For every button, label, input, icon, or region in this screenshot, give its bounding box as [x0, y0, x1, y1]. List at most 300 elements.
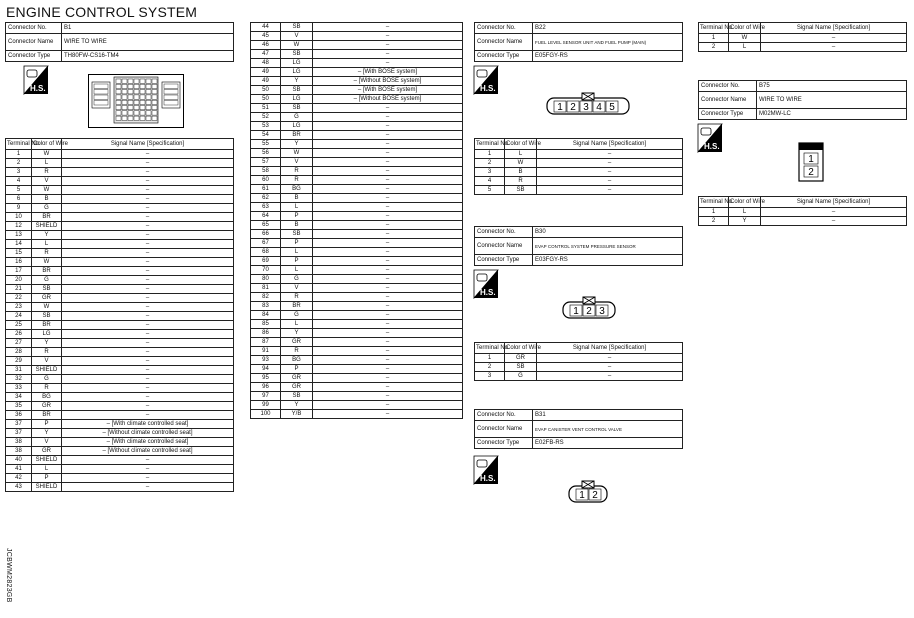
- signal-cell: – [Without climate controlled seat]: [62, 429, 234, 438]
- table-row: [251, 86, 463, 95]
- terminal-cell: 2: [6, 159, 32, 168]
- table-row: [251, 356, 463, 365]
- header-terminal: Terminal No.: [475, 343, 505, 354]
- terminal-cell: 42: [6, 474, 32, 483]
- terminal-cell: 5: [6, 186, 32, 195]
- color-cell: R: [32, 249, 62, 258]
- terminal-cell: 29: [6, 357, 32, 366]
- terminal-cell: 49: [251, 68, 281, 77]
- table-row: [475, 159, 683, 168]
- terminal-cell: 23: [6, 303, 32, 312]
- color-cell: BR: [32, 267, 62, 276]
- color-cell: SB: [281, 392, 313, 401]
- terminal-cell: 46: [251, 41, 281, 50]
- table-row: [6, 276, 234, 285]
- terminal-cell: 25: [6, 321, 32, 330]
- color-cell: G: [505, 372, 537, 381]
- terminal-cell: 49: [251, 77, 281, 86]
- table-row: [6, 231, 234, 240]
- b75-connector-no: B75: [757, 81, 907, 92]
- table-row: [6, 384, 234, 393]
- signal-cell: –: [537, 186, 683, 195]
- b22-connector-type: E05FGY-RS: [533, 51, 683, 62]
- terminal-cell: 3: [6, 168, 32, 177]
- color-cell: R: [32, 168, 62, 177]
- table-row: [6, 150, 234, 159]
- terminal-cell: 38: [6, 438, 32, 447]
- table-row: [251, 23, 463, 32]
- label-connector-name: Connector Name: [475, 421, 533, 438]
- signal-cell: –: [62, 231, 234, 240]
- table-row: [6, 294, 234, 303]
- table-row: [6, 411, 234, 420]
- color-cell: Y/B: [281, 410, 313, 419]
- color-cell: R: [32, 348, 62, 357]
- signal-cell: –: [313, 185, 463, 194]
- signal-cell: –: [313, 32, 463, 41]
- color-cell: R: [281, 347, 313, 356]
- color-cell: GR: [32, 447, 62, 456]
- table-row: [251, 257, 463, 266]
- color-cell: SB: [281, 104, 313, 113]
- signal-cell: –: [313, 239, 463, 248]
- signal-cell: –: [313, 194, 463, 203]
- label-connector-name: Connector Name: [6, 34, 62, 51]
- terminal-cell: 68: [251, 248, 281, 257]
- signal-cell: –: [313, 284, 463, 293]
- table-row: [6, 204, 234, 213]
- signal-cell: –: [62, 213, 234, 222]
- color-cell: SHIELD: [32, 483, 62, 492]
- terminal-cell: 15: [6, 249, 32, 258]
- table-row: [475, 186, 683, 195]
- signal-cell: –: [62, 195, 234, 204]
- terminal-cell: 28: [6, 348, 32, 357]
- pin-label: 3: [583, 102, 589, 113]
- table-row: [699, 217, 907, 226]
- harness-side-icon: [474, 270, 498, 298]
- table-row: [251, 410, 463, 419]
- signal-cell: –: [62, 375, 234, 384]
- color-cell: R: [281, 176, 313, 185]
- color-cell: V: [32, 177, 62, 186]
- hs-label: H.S.: [480, 84, 496, 93]
- color-cell: Y: [32, 339, 62, 348]
- signal-cell: –: [313, 275, 463, 284]
- signal-cell: – [Without climate controlled seat]: [62, 447, 234, 456]
- table-row: [251, 311, 463, 320]
- b31-connector-name: EVAP CANISTER VENT CONTROL VALVE: [533, 421, 683, 438]
- table-row: [251, 131, 463, 140]
- table-row: [251, 230, 463, 239]
- signal-cell: –: [62, 240, 234, 249]
- terminal-cell: 65: [251, 221, 281, 230]
- color-cell: SB: [32, 312, 62, 321]
- table-row: [6, 366, 234, 375]
- terminal-cell: 99: [251, 401, 281, 410]
- label-connector-type: Connector Type: [475, 438, 533, 449]
- hs-label: H.S.: [704, 142, 720, 151]
- color-cell: B: [281, 221, 313, 230]
- color-cell: V: [281, 32, 313, 41]
- color-cell: L: [505, 150, 537, 159]
- signal-cell: –: [313, 311, 463, 320]
- label-connector-type: Connector Type: [475, 255, 533, 266]
- b75-terminal-table: [698, 196, 907, 226]
- signal-cell: –: [761, 208, 907, 217]
- terminal-cell: 67: [251, 239, 281, 248]
- terminal-cell: 2: [699, 43, 729, 52]
- signal-cell: –: [62, 402, 234, 411]
- signal-cell: –: [313, 257, 463, 266]
- terminal-cell: 21: [6, 285, 32, 294]
- b30-terminal-table: [474, 342, 683, 381]
- terminal-cell: 50: [251, 95, 281, 104]
- signal-cell: –: [313, 176, 463, 185]
- signal-cell: –: [313, 203, 463, 212]
- terminal-cell: 58: [251, 167, 281, 176]
- b22-terminal-table: [474, 138, 683, 195]
- terminal-cell: 86: [251, 329, 281, 338]
- signal-cell: – [With climate controlled seat]: [62, 420, 234, 429]
- color-cell: SB: [281, 230, 313, 239]
- table-row: [6, 258, 234, 267]
- color-cell: L: [32, 240, 62, 249]
- table-row: [475, 363, 683, 372]
- signal-cell: –: [313, 122, 463, 131]
- color-cell: G: [32, 204, 62, 213]
- color-cell: LG: [32, 330, 62, 339]
- signal-cell: –: [761, 43, 907, 52]
- terminal-cell: 97: [251, 392, 281, 401]
- table-row: [251, 302, 463, 311]
- color-cell: W: [281, 149, 313, 158]
- color-cell: Y: [32, 231, 62, 240]
- signal-cell: –: [62, 285, 234, 294]
- signal-cell: –: [62, 303, 234, 312]
- b22-connector-name: FUEL LEVEL SENSOR UNIT AND FUEL PUMP (MAIN): [533, 34, 683, 51]
- terminal-cell: 93: [251, 356, 281, 365]
- signal-cell: –: [62, 465, 234, 474]
- signal-cell: –: [313, 392, 463, 401]
- pin-label: 4: [596, 102, 602, 113]
- color-cell: Y: [281, 140, 313, 149]
- table-row: [251, 374, 463, 383]
- signal-cell: –: [62, 330, 234, 339]
- signal-cell: –: [62, 456, 234, 465]
- table-row: [475, 150, 683, 159]
- terminal-cell: 91: [251, 347, 281, 356]
- signal-cell: –: [313, 50, 463, 59]
- pin-label: 1: [557, 102, 563, 113]
- terminal-cell: 52: [251, 113, 281, 122]
- color-cell: GR: [32, 402, 62, 411]
- signal-cell: – [With BOSE system]: [313, 68, 463, 77]
- table-row: [6, 267, 234, 276]
- b30-connector-no: B30: [533, 227, 683, 238]
- color-cell: L: [281, 203, 313, 212]
- color-cell: P: [32, 474, 62, 483]
- signal-cell: –: [62, 186, 234, 195]
- table-row: [6, 456, 234, 465]
- table-row: [6, 222, 234, 231]
- signal-cell: –: [313, 230, 463, 239]
- terminal-cell: 33: [6, 384, 32, 393]
- terminal-cell: 54: [251, 131, 281, 140]
- signal-cell: –: [537, 159, 683, 168]
- table-row: [6, 285, 234, 294]
- page-title: ENGINE CONTROL SYSTEM: [6, 4, 198, 20]
- b1-connector-info: [5, 22, 234, 62]
- terminal-cell: 17: [6, 267, 32, 276]
- terminal-cell: 82: [251, 293, 281, 302]
- color-cell: R: [32, 384, 62, 393]
- color-cell: BR: [32, 411, 62, 420]
- b31-terminal-table: [698, 22, 907, 52]
- color-cell: V: [281, 158, 313, 167]
- table-row: [251, 383, 463, 392]
- color-cell: R: [281, 293, 313, 302]
- signal-cell: –: [761, 217, 907, 226]
- table-row: [251, 365, 463, 374]
- terminal-cell: 1: [6, 150, 32, 159]
- table-row: [475, 354, 683, 363]
- signal-cell: –: [62, 150, 234, 159]
- signal-cell: –: [537, 372, 683, 381]
- signal-cell: –: [313, 383, 463, 392]
- color-cell: W: [729, 34, 761, 43]
- terminal-cell: 84: [251, 311, 281, 320]
- color-cell: G: [32, 375, 62, 384]
- signal-cell: –: [62, 177, 234, 186]
- signal-cell: –: [313, 23, 463, 32]
- terminal-cell: 35: [6, 402, 32, 411]
- table-row: [251, 176, 463, 185]
- color-cell: GR: [505, 354, 537, 363]
- table-row: [699, 43, 907, 52]
- color-cell: BG: [281, 185, 313, 194]
- signal-cell: –: [62, 312, 234, 321]
- signal-cell: –: [313, 365, 463, 374]
- color-cell: BR: [32, 321, 62, 330]
- document-id: JCBWM2823GB: [5, 548, 12, 603]
- b75-connector-info: [698, 80, 907, 120]
- header-terminal: Terminal No.: [475, 139, 505, 150]
- signal-cell: –: [62, 159, 234, 168]
- terminal-cell: 100: [251, 410, 281, 419]
- color-cell: BR: [281, 302, 313, 311]
- table-row: [251, 185, 463, 194]
- color-cell: SHIELD: [32, 456, 62, 465]
- terminal-cell: 95: [251, 374, 281, 383]
- table-row: [251, 122, 463, 131]
- color-cell: SHIELD: [32, 366, 62, 375]
- signal-cell: –: [62, 339, 234, 348]
- color-cell: SB: [505, 186, 537, 195]
- signal-cell: –: [62, 474, 234, 483]
- signal-cell: –: [313, 329, 463, 338]
- terminal-cell: 96: [251, 383, 281, 392]
- table-row: [251, 149, 463, 158]
- terminal-cell: 20: [6, 276, 32, 285]
- terminal-cell: 62: [251, 194, 281, 203]
- table-row: [6, 249, 234, 258]
- color-cell: SB: [281, 23, 313, 32]
- table-row: [6, 483, 234, 492]
- terminal-cell: 51: [251, 104, 281, 113]
- color-cell: Y: [32, 429, 62, 438]
- table-row: [475, 372, 683, 381]
- color-cell: W: [32, 150, 62, 159]
- b22-connector-no: B22: [533, 23, 683, 34]
- color-cell: G: [281, 311, 313, 320]
- signal-cell: –: [313, 302, 463, 311]
- terminal-cell: 9: [6, 204, 32, 213]
- signal-cell: –: [62, 294, 234, 303]
- signal-cell: –: [313, 266, 463, 275]
- terminal-cell: 2: [699, 217, 729, 226]
- terminal-cell: 94: [251, 365, 281, 374]
- harness-side-icon: [24, 66, 48, 94]
- color-cell: V: [32, 357, 62, 366]
- signal-cell: –: [62, 483, 234, 492]
- signal-cell: –: [62, 366, 234, 375]
- header-color: Color of Wire: [729, 197, 761, 208]
- label-connector-no: Connector No.: [6, 23, 62, 34]
- signal-cell: –: [313, 41, 463, 50]
- b30-connector-type: E03FGY-RS: [533, 255, 683, 266]
- label-connector-type: Connector Type: [699, 109, 757, 120]
- terminal-cell: 1: [475, 150, 505, 159]
- terminal-cell: 6: [6, 195, 32, 204]
- terminal-cell: 14: [6, 240, 32, 249]
- label-connector-name: Connector Name: [475, 238, 533, 255]
- color-cell: W: [32, 258, 62, 267]
- signal-cell: –: [313, 401, 463, 410]
- color-cell: LG: [281, 122, 313, 131]
- color-cell: Y: [281, 77, 313, 86]
- table-row: [251, 338, 463, 347]
- label-connector-type: Connector Type: [475, 51, 533, 62]
- color-cell: G: [281, 275, 313, 284]
- color-cell: L: [729, 43, 761, 52]
- header-signal: Signal Name [Specification]: [62, 139, 234, 150]
- table-row: [251, 392, 463, 401]
- color-cell: W: [32, 186, 62, 195]
- signal-cell: –: [313, 59, 463, 68]
- b30-connector-name: EVAP CONTROL SYSTEM PRESSURE SENSOR: [533, 238, 683, 255]
- label-connector-no: Connector No.: [475, 23, 533, 34]
- terminal-cell: 16: [6, 258, 32, 267]
- table-row: [251, 248, 463, 257]
- terminal-cell: 26: [6, 330, 32, 339]
- color-cell: L: [729, 208, 761, 217]
- terminal-cell: 27: [6, 339, 32, 348]
- table-row: [251, 158, 463, 167]
- color-cell: Y: [281, 329, 313, 338]
- header-terminal: Terminal No.: [699, 23, 729, 34]
- header-signal: Signal Name [Specification]: [761, 23, 907, 34]
- color-cell: L: [281, 248, 313, 257]
- color-cell: W: [32, 303, 62, 312]
- color-cell: Y: [281, 401, 313, 410]
- terminal-cell: 32: [6, 375, 32, 384]
- table-row: [6, 420, 234, 429]
- color-cell: W: [281, 41, 313, 50]
- hs-label: H.S.: [30, 84, 46, 93]
- terminal-cell: 2: [475, 159, 505, 168]
- terminal-cell: 4: [475, 177, 505, 186]
- signal-cell: –: [62, 276, 234, 285]
- signal-cell: –: [62, 258, 234, 267]
- table-row: [475, 168, 683, 177]
- terminal-cell: 47: [251, 50, 281, 59]
- signal-cell: –: [313, 149, 463, 158]
- table-row: [251, 212, 463, 221]
- terminal-cell: 45: [251, 32, 281, 41]
- color-cell: LG: [281, 59, 313, 68]
- terminal-cell: 37: [6, 429, 32, 438]
- color-cell: P: [281, 365, 313, 374]
- color-cell: B: [281, 194, 313, 203]
- signal-cell: – [Without BOSE system]: [313, 77, 463, 86]
- terminal-cell: 44: [251, 23, 281, 32]
- terminal-cell: 37: [6, 420, 32, 429]
- terminal-cell: 61: [251, 185, 281, 194]
- b1-connector-name: WIRE TO WIRE: [62, 34, 234, 51]
- pin-label: 3: [599, 306, 605, 317]
- color-cell: SB: [281, 86, 313, 95]
- table-row: [6, 330, 234, 339]
- terminal-cell: 22: [6, 294, 32, 303]
- color-cell: G: [281, 113, 313, 122]
- terminal-cell: 13: [6, 231, 32, 240]
- table-row: [6, 438, 234, 447]
- table-row: [251, 284, 463, 293]
- signal-cell: –: [62, 321, 234, 330]
- terminal-cell: 53: [251, 122, 281, 131]
- table-row: [6, 465, 234, 474]
- terminal-cell: 41: [6, 465, 32, 474]
- terminal-cell: 12: [6, 222, 32, 231]
- signal-cell: –: [62, 204, 234, 213]
- color-cell: R: [505, 177, 537, 186]
- table-row: [251, 167, 463, 176]
- terminal-cell: 34: [6, 393, 32, 402]
- b22-connector-info: [474, 22, 683, 62]
- signal-cell: – [With BOSE system]: [313, 86, 463, 95]
- color-cell: LG: [281, 68, 313, 77]
- signal-cell: –: [537, 363, 683, 372]
- color-cell: L: [32, 159, 62, 168]
- signal-cell: –: [313, 347, 463, 356]
- b1-terminal-table-2: [250, 22, 463, 419]
- signal-cell: –: [62, 249, 234, 258]
- pin-label: 2: [586, 306, 592, 317]
- pin-label: 2: [592, 490, 598, 501]
- terminal-cell: 3: [475, 168, 505, 177]
- table-row: [6, 339, 234, 348]
- signal-cell: –: [313, 158, 463, 167]
- table-row: [251, 50, 463, 59]
- color-cell: SB: [505, 363, 537, 372]
- signal-cell: –: [313, 248, 463, 257]
- terminal-cell: 4: [6, 177, 32, 186]
- signal-cell: –: [62, 411, 234, 420]
- pin-label: 1: [579, 490, 585, 501]
- color-cell: GR: [281, 383, 313, 392]
- table-row: [6, 447, 234, 456]
